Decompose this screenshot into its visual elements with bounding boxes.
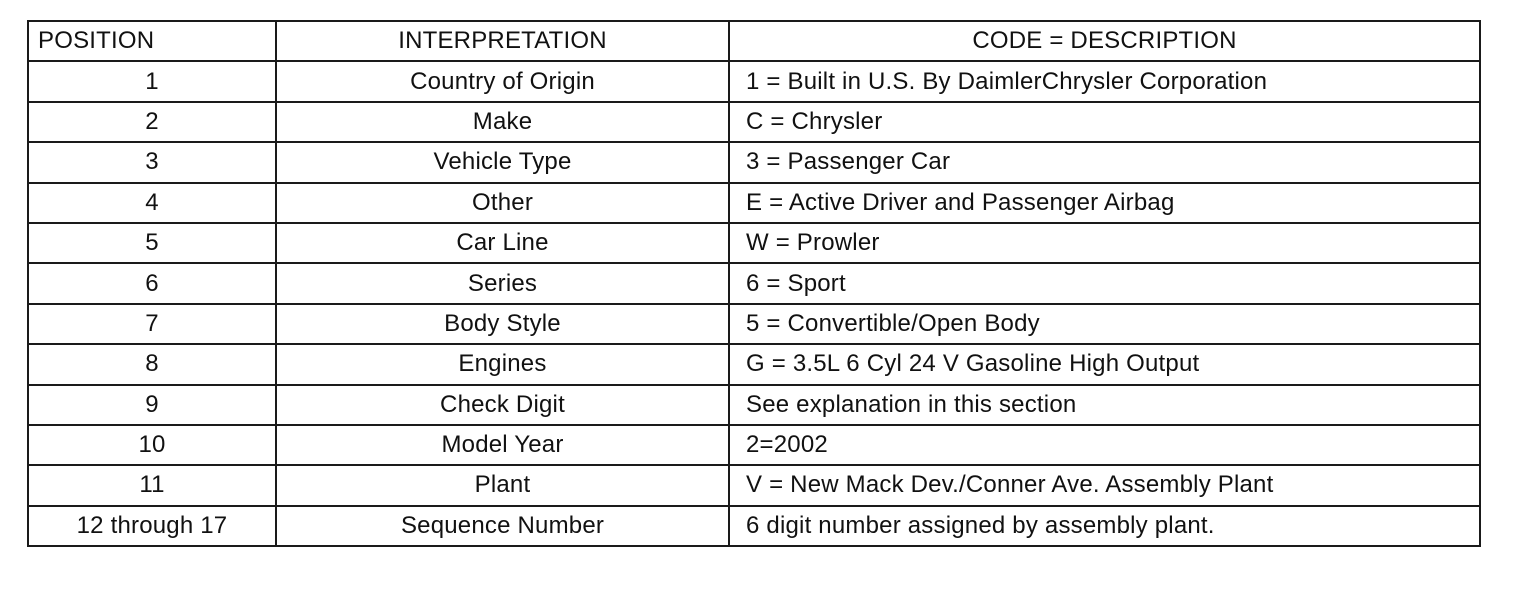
cell-interpretation: Country of Origin xyxy=(276,61,729,101)
table-row xyxy=(28,183,1480,223)
table-row xyxy=(28,142,1480,182)
cell-position: 10 xyxy=(28,425,276,465)
table-row xyxy=(28,385,1480,425)
cell-code-description: 3 = Passenger Car xyxy=(729,142,1480,182)
cell-interpretation: Body Style xyxy=(276,304,729,344)
cell-position: 8 xyxy=(28,344,276,384)
cell-interpretation: Other xyxy=(276,183,729,223)
cell-code-description: V = New Mack Dev./Conner Ave. Assembly Plant xyxy=(729,465,1480,505)
cell-interpretation: Check Digit xyxy=(276,385,729,425)
cell-position: 4 xyxy=(28,183,276,223)
vin-code-table xyxy=(27,20,1481,547)
table-row xyxy=(28,61,1480,101)
table-row xyxy=(28,425,1480,465)
cell-position: 5 xyxy=(28,223,276,263)
cell-interpretation: Vehicle Type xyxy=(276,142,729,182)
cell-code-description: E = Active Driver and Passenger Airbag xyxy=(729,183,1480,223)
cell-position: 2 xyxy=(28,102,276,142)
cell-interpretation: Model Year xyxy=(276,425,729,465)
cell-interpretation: Sequence Number xyxy=(276,506,729,546)
table-row xyxy=(28,263,1480,303)
header-position: POSITION xyxy=(28,21,276,61)
cell-code-description: 6 = Sport xyxy=(729,263,1480,303)
cell-position: 6 xyxy=(28,263,276,303)
cell-code-description: 1 = Built in U.S. By DaimlerChrysler Corporation xyxy=(729,61,1480,101)
cell-code-description: 2=2002 xyxy=(729,425,1480,465)
header-interpretation: INTERPRETATION xyxy=(276,21,729,61)
cell-position: 9 xyxy=(28,385,276,425)
cell-code-description: C = Chrysler xyxy=(729,102,1480,142)
table-row xyxy=(28,465,1480,505)
cell-position: 11 xyxy=(28,465,276,505)
table-header-row xyxy=(28,21,1480,61)
header-code-description: CODE = DESCRIPTION xyxy=(729,21,1480,61)
cell-code-description: G = 3.5L 6 Cyl 24 V Gasoline High Output xyxy=(729,344,1480,384)
table-row xyxy=(28,344,1480,384)
table-row xyxy=(28,506,1480,546)
table-body xyxy=(28,61,1480,546)
cell-code-description: W = Prowler xyxy=(729,223,1480,263)
cell-position: 1 xyxy=(28,61,276,101)
cell-interpretation: Car Line xyxy=(276,223,729,263)
cell-code-description: 5 = Convertible/Open Body xyxy=(729,304,1480,344)
table-row xyxy=(28,102,1480,142)
cell-interpretation: Make xyxy=(276,102,729,142)
cell-position: 7 xyxy=(28,304,276,344)
table-row xyxy=(28,223,1480,263)
cell-code-description: See explanation in this section xyxy=(729,385,1480,425)
cell-interpretation: Engines xyxy=(276,344,729,384)
cell-interpretation: Series xyxy=(276,263,729,303)
cell-position: 3 xyxy=(28,142,276,182)
cell-interpretation: Plant xyxy=(276,465,729,505)
cell-code-description: 6 digit number assigned by assembly plant. xyxy=(729,506,1480,546)
cell-position: 12 through 17 xyxy=(28,506,276,546)
table-row xyxy=(28,304,1480,344)
